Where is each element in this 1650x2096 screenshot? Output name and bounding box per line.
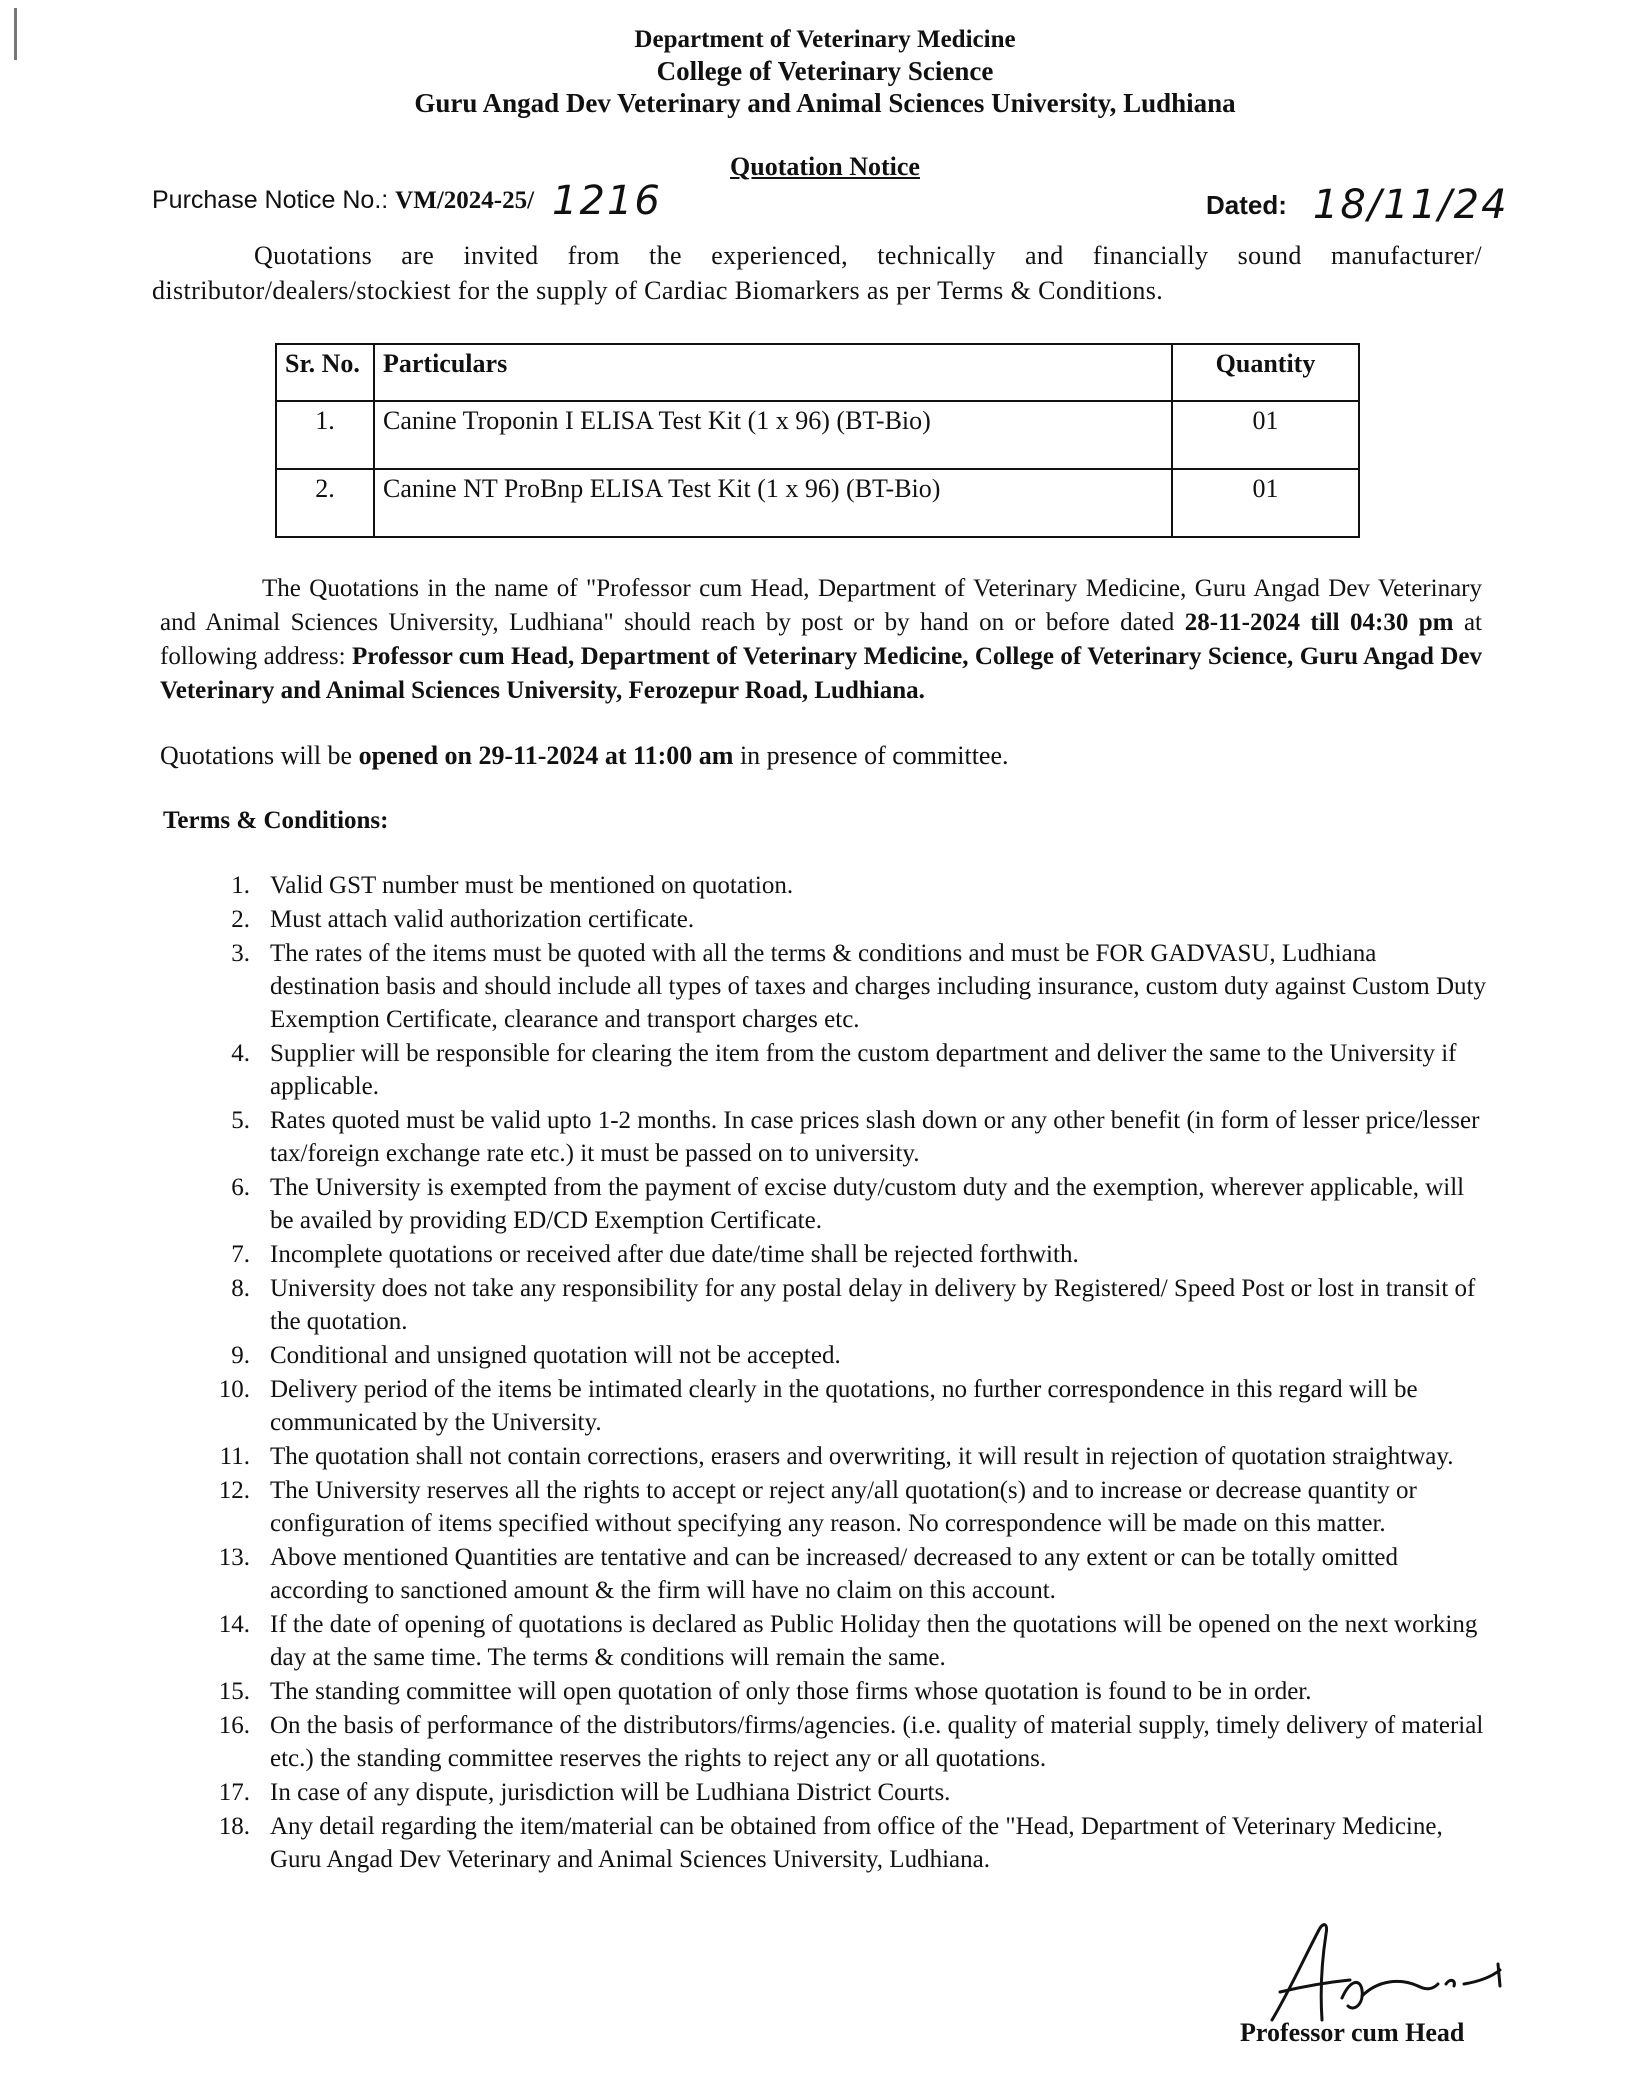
term-number: 10. <box>218 1376 250 1403</box>
table-header-row <box>276 344 1359 401</box>
terms-list <box>202 869 1487 1877</box>
term-number: 2. <box>231 906 250 933</box>
term-text: On the basis of performance of the distributors/firms/agencies. (i.e. quality of material supply, timely delivery of material etc.) the standing committee reserves the rights to reject any or all quotations. <box>270 1712 1484 1772</box>
term-item <box>202 1272 1487 1338</box>
term-item <box>202 903 1487 936</box>
term-text: University does not take any responsibility for any postal delay in delivery by Registered/ Speed Post or lost in transit of the quotation. <box>270 1275 1476 1335</box>
term-number: 18. <box>218 1813 250 1840</box>
term-number: 6. <box>231 1174 250 1201</box>
term-text: Must attach valid authorization certificate. <box>270 906 695 933</box>
submission-address: Professor cum Head, Department of Veterinary Medicine, College of Veterinary Science, Guru Angad Dev Veterinary and Animal Sciences University, Ferozepur Road, Ludhiana. <box>160 643 1482 704</box>
term-number: 15. <box>218 1678 250 1705</box>
header-sr-no: Sr. No. <box>276 344 374 401</box>
university-heading: Guru Angad Dev Veterinary and Animal Sciences University, Ludhiana <box>414 88 1236 118</box>
handwritten-signature <box>1250 1920 1510 2030</box>
term-text: The University reserves all the rights to accept or reject any/all quotation(s) and to increase or decrease quantity or configuration of items specified without specifying any reason. No correspondence will be made on this matter. <box>270 1477 1417 1537</box>
term-item <box>202 937 1487 1036</box>
term-number: 16. <box>218 1712 250 1739</box>
term-item <box>202 1339 1487 1372</box>
header-particulars: Particulars <box>374 344 1172 401</box>
purchase-notice-number <box>152 172 662 224</box>
dated-label: Dated: <box>1206 190 1287 220</box>
submission-paragraph <box>160 572 1482 708</box>
term-item <box>202 1440 1487 1473</box>
opening-prefix: Quotations will be <box>160 741 359 770</box>
term-item <box>202 1104 1487 1170</box>
header-quantity: Quantity <box>1172 344 1359 401</box>
term-number: 17. <box>218 1779 250 1806</box>
term-text: In case of any dispute, jurisdiction will be Ludhiana District Courts. <box>270 1779 951 1806</box>
term-number: 12. <box>218 1477 250 1504</box>
term-text: The quotation shall not contain corrections, erasers and overwriting, it will result in rejection of quotation straightway. <box>270 1443 1454 1470</box>
opening-date: opened on 29-11-2024 at 11:00 am <box>358 741 734 770</box>
term-item <box>202 1810 1487 1876</box>
purchase-number: VM/2024-25/ <box>395 187 535 214</box>
table-row <box>276 401 1359 469</box>
intro-text: Quotations are invited from the experienced, technically and financially sound manufacturer/ distributor/dealers/stockiest for the supply of Cardiac Biomarkers as per Terms & Conditions. <box>152 241 1482 305</box>
term-text: Conditional and unsigned quotation will not be accepted. <box>270 1342 841 1369</box>
term-item <box>202 1037 1487 1103</box>
term-number: 9. <box>231 1342 250 1369</box>
college-heading: College of Veterinary Science <box>656 56 994 86</box>
term-text: If the date of opening of quotations is declared as Public Holiday then the quotations will be opened on the next working day at the same time. The terms & conditions will remain the same. <box>270 1611 1478 1671</box>
department-heading: Department of Veterinary Medicine <box>634 26 1016 53</box>
term-text: Above mentioned Quantities are tentative and can be increased/ decreased to any extent or can be totally omitted according to sanctioned amount & the firm will have no claim on this account. <box>270 1544 1399 1604</box>
term-item <box>202 1373 1487 1439</box>
term-number: 14. <box>218 1611 250 1638</box>
table-row <box>276 469 1359 537</box>
row-quantity: 01 <box>1172 469 1359 537</box>
term-text: Any detail regarding the item/material can be obtained from office of the "Head, Department of Veterinary Medicine, Guru Angad Dev Veterinary and Animal Sciences University, Ludhiana. <box>270 1813 1443 1873</box>
term-text: The standing committee will open quotation of only those firms whose quotation is found to be in order. <box>270 1678 1312 1705</box>
handwritten-date: 18/11/24 <box>1312 182 1509 228</box>
term-number: 1. <box>231 872 250 899</box>
term-number: 3. <box>231 940 250 967</box>
term-number: 8. <box>231 1275 250 1302</box>
term-text: The University is exempted from the payment of excise duty/custom duty and the exemption, wherever applicable, will be availed by providing ED/CD Exemption Certificate. <box>270 1174 1465 1234</box>
opening-suffix: in presence of committee. <box>733 741 1009 770</box>
term-number: 11. <box>219 1443 250 1470</box>
term-item <box>202 1709 1487 1775</box>
term-number: 13. <box>218 1544 250 1571</box>
terms-heading: Terms & Conditions: <box>163 807 389 834</box>
notice-date <box>1206 178 1509 228</box>
items-table <box>275 343 1360 538</box>
term-number: 7. <box>231 1241 250 1268</box>
term-item <box>202 1541 1487 1607</box>
submission-deadline: 28-11-2024 till 04:30 pm <box>1184 609 1454 636</box>
signatory-title: Professor cum Head <box>1240 2018 1465 2047</box>
term-item <box>202 1474 1487 1540</box>
submission-text-2: at following address: <box>160 609 1482 670</box>
term-item <box>202 1238 1487 1271</box>
row-sr-no: 2. <box>276 469 374 537</box>
signature-block <box>1240 1920 1520 2050</box>
term-text: Valid GST number must be mentioned on quotation. <box>270 872 794 899</box>
opening-paragraph <box>160 741 1009 771</box>
term-text: Incomplete quotations or received after due date/time shall be rejected forthwith. <box>270 1241 1079 1268</box>
term-item <box>202 1171 1487 1237</box>
row-particulars: Canine NT ProBnp ELISA Test Kit (1 x 96) (BT-Bio) <box>374 469 1172 537</box>
term-text: Delivery period of the items be intimated clearly in the quotations, no further correspondence in this regard will be communicated by the University. <box>270 1376 1418 1436</box>
term-item <box>202 1776 1487 1809</box>
handwritten-notice-number: 1216 <box>552 178 662 224</box>
term-item <box>202 1675 1487 1708</box>
submission-text-1: The Quotations in the name of "Professor cum Head, Department of Veterinary Medicine, Guru Angad Dev Veterinary and Animal Sciences University, Ludhiana" should reach by post or by hand on or before dated <box>160 575 1482 636</box>
notice-title: Quotation Notice <box>730 152 920 181</box>
term-text: Supplier will be responsible for clearing the item from the custom department and deliver the same to the University if applicable. <box>270 1040 1457 1100</box>
intro-paragraph <box>152 238 1482 308</box>
term-item <box>202 869 1487 902</box>
term-text: The rates of the items must be quoted with all the terms & conditions and must be FOR GADVASU, Ludhiana destination basis and should include all types of taxes and charges including insurance, custom duty against Custom Duty Exemption Certificate, clearance and transport charges etc. <box>270 940 1486 1033</box>
term-number: 5. <box>231 1107 250 1134</box>
row-particulars: Canine Troponin I ELISA Test Kit (1 x 96) (BT-Bio) <box>374 401 1172 469</box>
row-quantity: 01 <box>1172 401 1359 469</box>
term-text: Rates quoted must be valid upto 1-2 months. In case prices slash down or any other benefit (in form of lesser price/lesser tax/foreign exchange rate etc.) it must be passed on to university. <box>270 1107 1480 1167</box>
row-sr-no: 1. <box>276 401 374 469</box>
purchase-label: Purchase Notice No.: <box>152 186 389 214</box>
term-item <box>202 1608 1487 1674</box>
term-number: 4. <box>231 1040 250 1067</box>
